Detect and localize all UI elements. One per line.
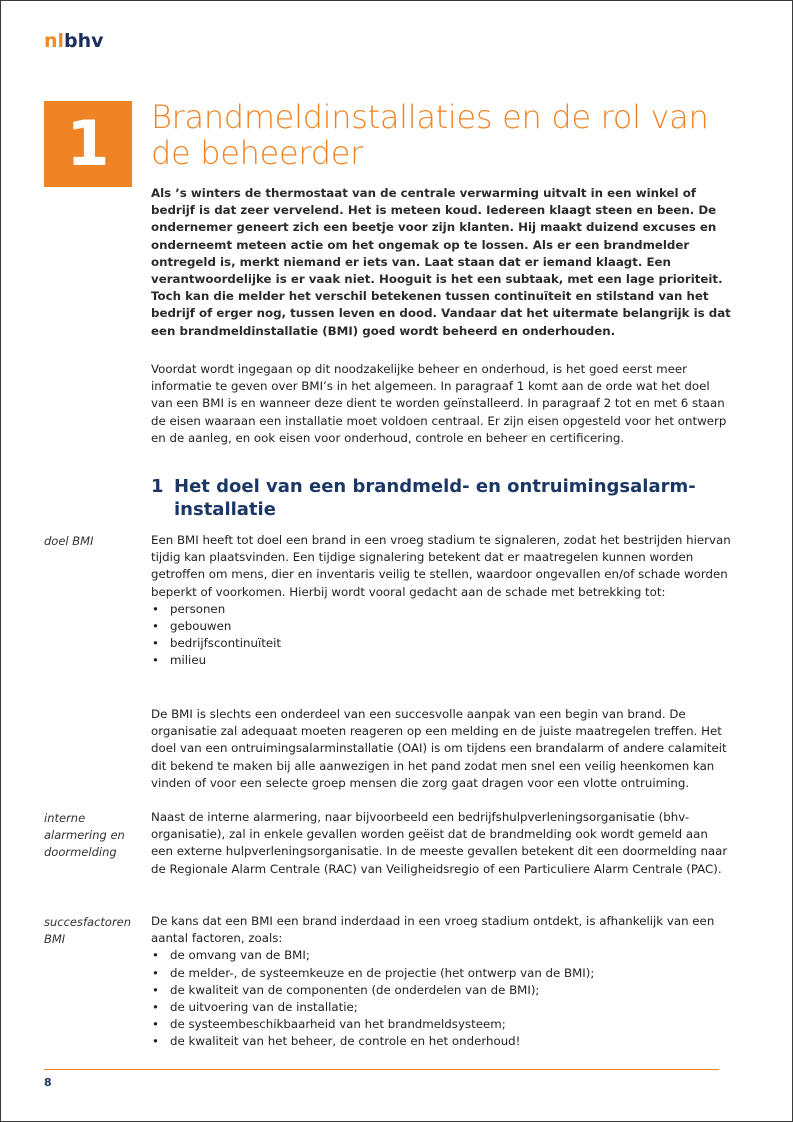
list-item: • de uitvoering van de installatie; xyxy=(151,999,731,1016)
succes-paragraph: De kans dat een BMI een brand inderdaad in een vroeg stadium ontdekt, is afhankelijk van een aantal factoren, zoals: xyxy=(151,914,715,946)
interne-alarmering-paragraph: Naast de interne alarmering, naar bijvoorbeeld een bedrijfshulpverleningsorganisatie (bhv-organisatie), zal in enkele gevallen worden geëist dat de brandmelding ook wordt gemeld aan een externe hulpverleningsorganisatie. In de meeste gevallen betekent dit een doormelding naar de Regionale Alarm Centrale (RAC) van Veiligheidsregio of een Particuliere Alarm Centrale (PAC). xyxy=(151,810,728,876)
chapter-number-box: 1 xyxy=(44,101,132,187)
margin-note-interne: interne alarmering en doormelding xyxy=(44,811,125,860)
doel-bullet-list xyxy=(151,601,731,670)
list-item: • de melder-, de systeemkeuze en de projectie (het ontwerp van de BMI); xyxy=(151,965,731,982)
section-title: Het doel van een brandmeld- en ontruimingsalarm-installatie xyxy=(174,476,696,520)
page-number: 8 xyxy=(44,1076,52,1089)
list-item: • milieu xyxy=(151,652,731,669)
succes-section xyxy=(151,913,731,1051)
overview-paragraph: Voordat wordt ingegaan op dit noodzakelijke beheer en onderhoud, is het goed eerst meer informatie te geven over BMI’s in het algemeen. In paragraaf 1 komt aan de orde wat het doel van een BMI is en wanneer deze dient te worden geïnstalleerd. In paragraaf 2 tot en met 6 staan de eisen waaraan een installatie moet voldoen centraal. Er zijn eisen opgesteld voor het ontwerp en de aanleg, en ook eisen voor onderhoud, controle en beheer en certificering. xyxy=(151,362,727,445)
list-item: • bedrijfscontinuïteit xyxy=(151,635,731,652)
list-item: • gebouwen xyxy=(151,618,731,635)
section-number: 1 xyxy=(151,476,164,497)
margin-note-succes: succesfactoren BMI xyxy=(44,915,132,947)
nibhv-logo xyxy=(44,31,104,51)
margin-note-doel: doel BMI xyxy=(44,534,94,548)
list-item: • de omvang van de BMI; xyxy=(151,947,731,964)
logo-part-bhv: bhv xyxy=(64,30,104,52)
footer-divider xyxy=(44,1069,719,1070)
chapter-title: Brandmeldinstallaties en de rol van de beheerder xyxy=(151,98,709,172)
list-item: • de kwaliteit van de componenten (de onderdelen van de BMI); xyxy=(151,982,731,999)
doel-section xyxy=(151,532,731,670)
list-item: • de systeembeschikbaarheid van het brandmeldsysteem; xyxy=(151,1016,731,1033)
list-item: • de kwaliteit van het beheer, de controle en het onderhoud! xyxy=(151,1033,731,1050)
bmi-onderdeel-paragraph: De BMI is slechts een onderdeel van een succesvolle aanpak van een begin van brand. De organisatie zal adequaat moeten reageren op een melding en de juiste maatregelen treffen. Het doel van een ontruimingsalarminstallatie (OAI) is om tijdens een brandalarm of andere calamiteit dit bekend te maken bij alle aanwezigen in het pand zodat men snel een veilig heenkomen kan vinden of voor een selecte groep mensen die zorg gaat dragen voor een vlotte ontruiming. xyxy=(151,707,727,790)
succes-bullet-list xyxy=(151,947,731,1050)
doel-paragraph: Een BMI heeft tot doel een brand in een vroeg stadium te signaleren, zodat het bestrijden hiervan tijdig kan plaatsvinden. Een tijdige signalering betekent dat er maatregelen kunnen worden getroffen om mens, dier en inventaris veilig te stellen, waardoor ongevallen en/of schade worden beperkt of voorkomen. Hierbij wordt vooral gedacht aan de schade met betrekking tot: xyxy=(151,533,731,599)
logo-part-nl: nl xyxy=(44,30,65,52)
intro-paragraph: Als ’s winters de thermostaat van de centrale verwarming uitvalt in een winkel of bedrijf is dat zeer vervelend. Het is meteen koud. Iedereen klaagt steen en been. De ondernemer geneert zich een beetje voor zijn klanten. Hij maakt duizend excuses en onderneemt meteen actie om het ongemak op te lossen. Als er een brandmelder ontregeld is, merkt niemand er iets van. Laat staan dat er iemand klaagt. Een verantwoordelijke is er vaak niet. Hooguit is het een subtaak, met een lage prioriteit. Toch kan die melder het verschil betekenen tussen continuïteit en stilstand van het bedrijf of erger nog, tussen leven en dood. Vandaar dat het uitermate belangrijk is dat een brandmeldinstallatie (BMI) goed wordt beheerd en onderhouden. xyxy=(151,186,731,338)
section-heading xyxy=(151,475,711,521)
list-item: • personen xyxy=(151,601,731,618)
